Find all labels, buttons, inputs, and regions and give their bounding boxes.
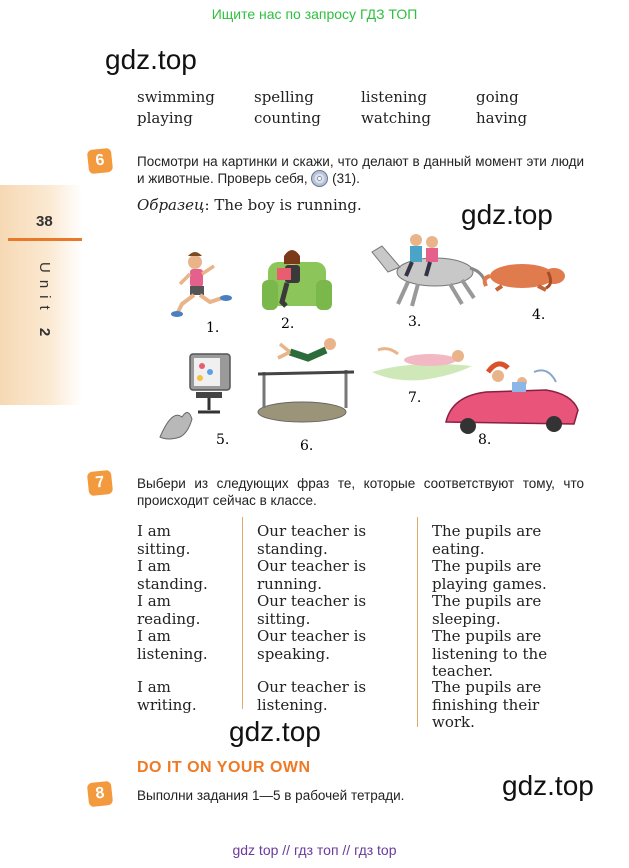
word: counting (254, 109, 321, 127)
word: watching (361, 109, 431, 127)
unit-label (36, 262, 53, 336)
column-divider (242, 517, 243, 709)
phrase-item: Our teacher is listening. (257, 678, 367, 714)
phrase-item: The pupils are listening to the teacher. (432, 627, 548, 680)
exercise-6-text: Посмотри на картинки и скажи, что делают в данный момент эти люди и животные. Проверь себя, (137, 154, 584, 186)
sleeping-dog-illustration (485, 264, 565, 290)
word: going (476, 88, 519, 106)
phrase-item: I am sitting. (137, 522, 191, 558)
footer-links[interactable]: gdz top // гдз топ // гдз top (232, 842, 397, 858)
top-banner[interactable]: Ищите нас по запросу ГДЗ ТОП (211, 6, 418, 22)
exercise-7-badge: 7 (87, 470, 113, 496)
phrase-item: The pupils are playing games. (432, 557, 547, 593)
exercise-8-instructions: Выполни задания 1—5 в рабочей тетради. (137, 788, 405, 803)
watermark: gdz.top (229, 716, 321, 747)
exercise-6-instructions (137, 153, 584, 191)
word: playing (137, 109, 193, 127)
column-divider (417, 517, 418, 727)
page-number: 38 (36, 213, 53, 230)
unit-number: 2 (36, 327, 53, 337)
pink-car-illustration (446, 364, 578, 434)
phrase-item: I am standing. (137, 557, 208, 593)
picture-label: 4. (532, 307, 546, 323)
high-jump-illustration (258, 338, 354, 422)
watermark: gdz.top (461, 199, 553, 230)
swimming-girl-illustration (372, 349, 472, 381)
section-heading: DO IT ON YOUR OWN (137, 759, 311, 776)
phrase-item: The pupils are sleeping. (432, 592, 542, 628)
tv-and-cat-illustration (160, 354, 230, 439)
picture-label: 6. (300, 438, 314, 452)
picture-label: 8. (478, 432, 492, 448)
word: spelling (254, 88, 314, 106)
example-line (137, 196, 362, 214)
phrase-item: Our teacher is speaking. (257, 627, 367, 663)
word: swimming (137, 88, 215, 106)
exercise-6-pictures (150, 232, 590, 452)
picture-label: 3. (408, 314, 422, 330)
word: having (476, 109, 528, 127)
picture-label: 5. (216, 432, 230, 448)
phrase-item: I am listening. (137, 627, 208, 663)
picture-label: 2. (281, 316, 295, 332)
reading-girl-illustration (262, 250, 332, 310)
picture-label: 1. (206, 320, 220, 336)
phrase-item: Our teacher is standing. (257, 522, 367, 558)
unit-word: Unit (36, 262, 53, 317)
phrase-item: I am reading. (137, 592, 201, 628)
audio-reference: (31). (332, 171, 360, 186)
phrase-item: Our teacher is running. (257, 557, 367, 593)
horse-riders-illustration (372, 234, 486, 306)
phrase-item: Our teacher is sitting. (257, 592, 367, 628)
example-text: : The boy is running. (204, 196, 362, 214)
watermark: gdz.top (502, 770, 594, 801)
exercise-7-instructions: Выбери из следующих фраз те, которые соответствуют тому, что происходит сейчас в классе. (137, 476, 584, 508)
picture-label: 7. (408, 390, 422, 406)
cd-icon[interactable] (311, 170, 328, 191)
exercise-6-badge: 6 (87, 148, 113, 174)
exercise-8-badge: 8 (87, 781, 113, 807)
word: listening (361, 88, 427, 106)
phrase-item: I am writing. (137, 678, 197, 714)
phrase-item: The pupils are eating. (432, 522, 542, 558)
word-list (137, 88, 557, 127)
running-boy-illustration (171, 252, 232, 317)
phrase-item: The pupils are finishing their work. (432, 678, 542, 731)
watermark: gdz.top (105, 44, 197, 75)
page-number-rule (8, 238, 82, 241)
example-label: Образец (137, 196, 205, 214)
